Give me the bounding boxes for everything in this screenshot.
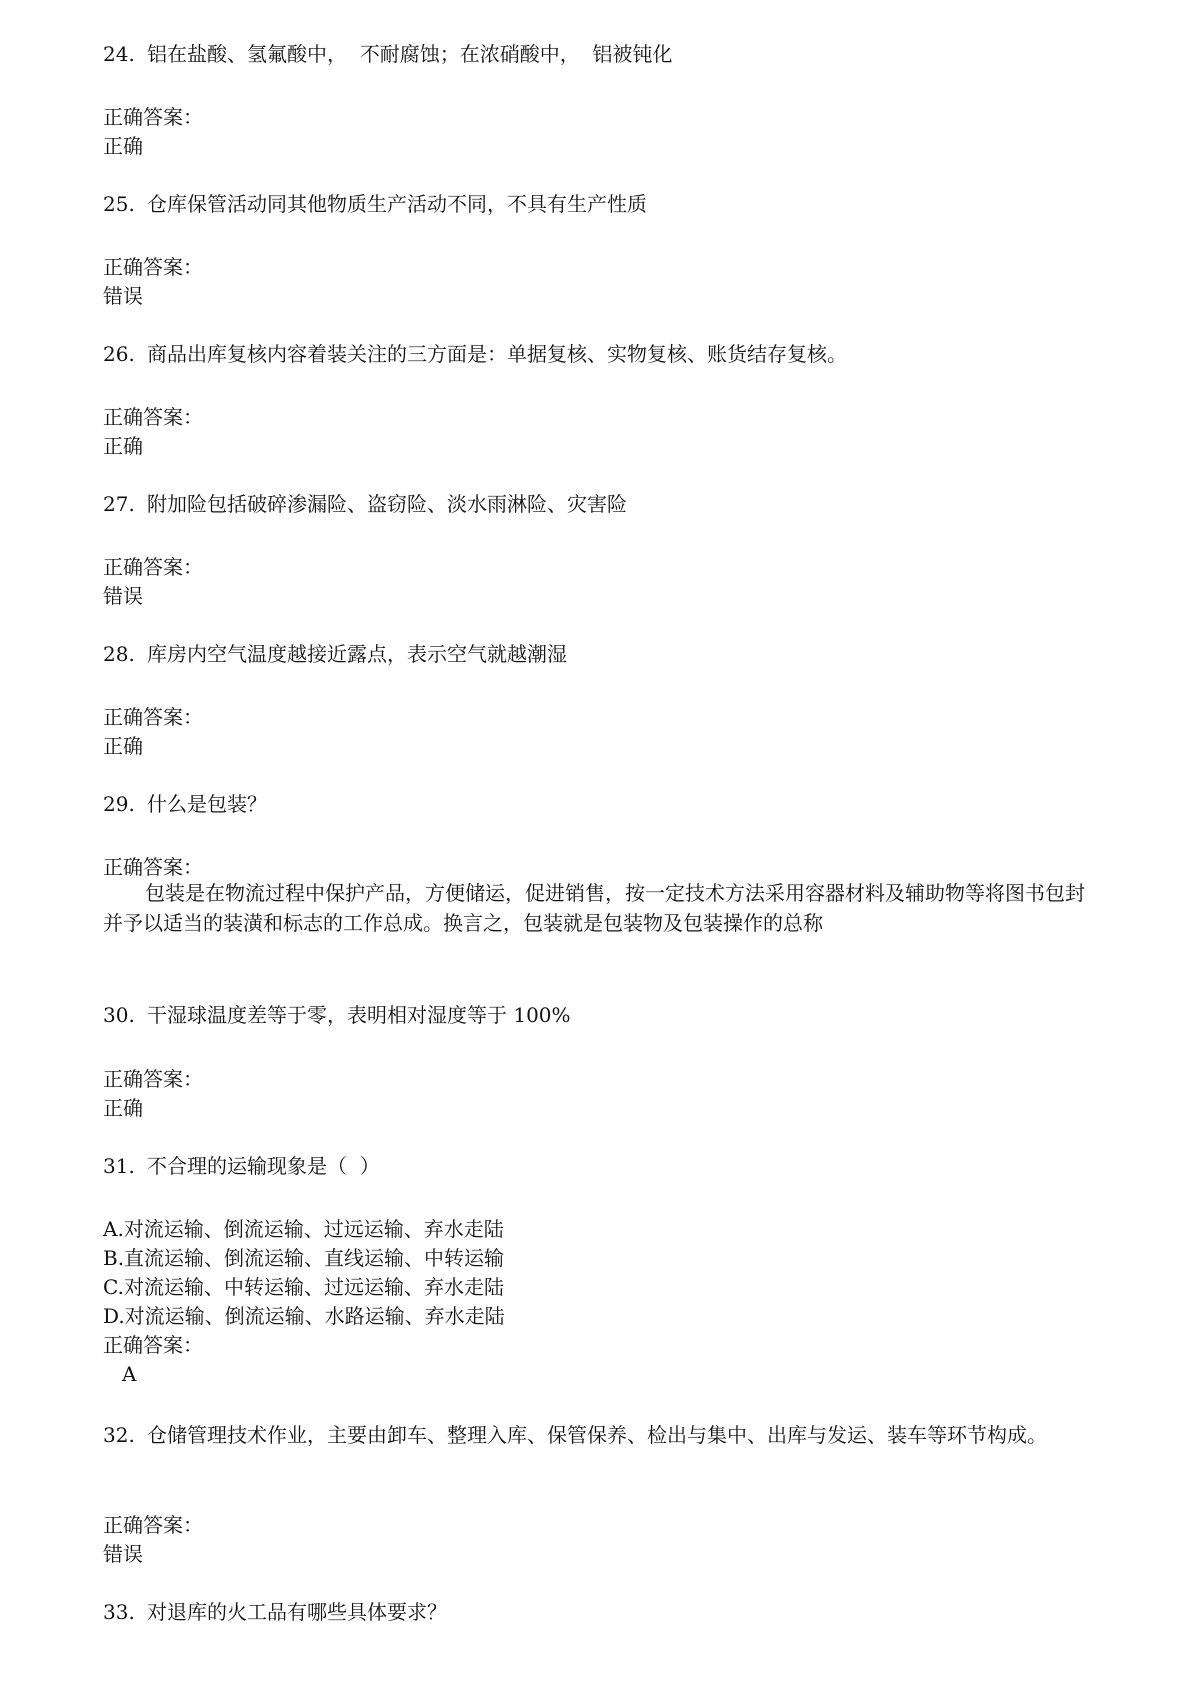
option-d: D.对流运输、倒流运输、水路运输、弃水走陆 [103, 1304, 505, 1328]
question-number: 32. [103, 1423, 135, 1447]
question-text: 附加险包括破碎渗漏险、盗窃险、淡水雨淋险、灾害险 [147, 492, 627, 516]
question-number: 27. [103, 492, 135, 516]
answer-label: 正确答案： [103, 705, 203, 729]
question-text: 仓储管理技术作业，主要由卸车、整理入库、保管保养、检出与集中、出库与发运、装车等环节构成。 [147, 1423, 1047, 1447]
answer-label: 正确答案： [103, 255, 203, 279]
answer-text: 错误 [103, 1542, 143, 1566]
answer-text: 正确 [103, 134, 143, 158]
question-number: 26. [103, 342, 135, 366]
question-text: 库房内空气温度越接近露点，表示空气就越潮湿 [147, 642, 567, 666]
question-number: 25. [103, 192, 135, 216]
question-30 [103, 1003, 571, 1027]
question-33 [103, 1600, 447, 1624]
question-32 [103, 1420, 1103, 1450]
option-b: B.直流运输、倒流运输、直线运输、中转运输 [103, 1246, 505, 1270]
answer-text: A [122, 1362, 137, 1386]
question-24 [103, 42, 672, 66]
question-text: 铝在盐酸、氢氟酸中， 不耐腐蚀；在浓硝酸中， 铝被钝化 [147, 42, 673, 66]
answer-text: 错误 [103, 584, 143, 608]
question-28 [103, 642, 567, 666]
option-a: A.对流运输、倒流运输、过远运输、弃水走陆 [103, 1217, 504, 1241]
question-text: 仓库保管活动同其他物质生产活动不同，不具有生产性质 [147, 192, 647, 216]
option-c: C.对流运输、中转运输、过远运输、弃水走陆 [103, 1275, 504, 1299]
answer-label: 正确答案： [103, 405, 203, 429]
answer-label: 正确答案： [103, 1513, 203, 1537]
question-27 [103, 492, 627, 516]
answer-label: 正确答案： [103, 555, 203, 579]
question-26 [103, 342, 847, 366]
question-25 [103, 192, 647, 216]
question-number: 29. [103, 792, 135, 816]
question-number: 24. [103, 42, 135, 66]
answer-text: 正确 [103, 434, 143, 458]
question-text: 什么是包装？ [147, 792, 267, 816]
answer-label: 正确答案： [103, 1333, 203, 1357]
question-31 [103, 1154, 380, 1178]
question-text: 不合理的运输现象是（ ） [147, 1154, 380, 1178]
answer-label: 正确答案： [103, 855, 203, 879]
answer-label: 正确答案： [103, 1067, 203, 1091]
question-number: 31. [103, 1154, 135, 1178]
question-29 [103, 792, 267, 816]
question-text: 商品出库复核内容着装关注的三方面是：单据复核、实物复核、账货结存复核。 [147, 342, 847, 366]
question-text: 干湿球温度差等于零，表明相对湿度等于 100% [147, 1003, 571, 1027]
answer-text: 正确 [103, 734, 143, 758]
answer-paragraph [103, 878, 1103, 938]
question-text: 对退库的火工品有哪些具体要求？ [147, 1600, 447, 1624]
answer-text: 包装是在物流过程中保护产品，方便储运，促进销售，按一定技术方法采用容器材料及辅助物等将图书包封并予以适当的装潢和标志的工作总成。换言之，包装就是包装物及包装操作的总称 [103, 881, 1085, 935]
question-number: 33. [103, 1600, 135, 1624]
answer-text: 错误 [103, 284, 143, 308]
answer-label: 正确答案： [103, 105, 203, 129]
question-number: 28. [103, 642, 135, 666]
question-number: 30. [103, 1003, 135, 1027]
answer-text: 正确 [103, 1096, 143, 1120]
